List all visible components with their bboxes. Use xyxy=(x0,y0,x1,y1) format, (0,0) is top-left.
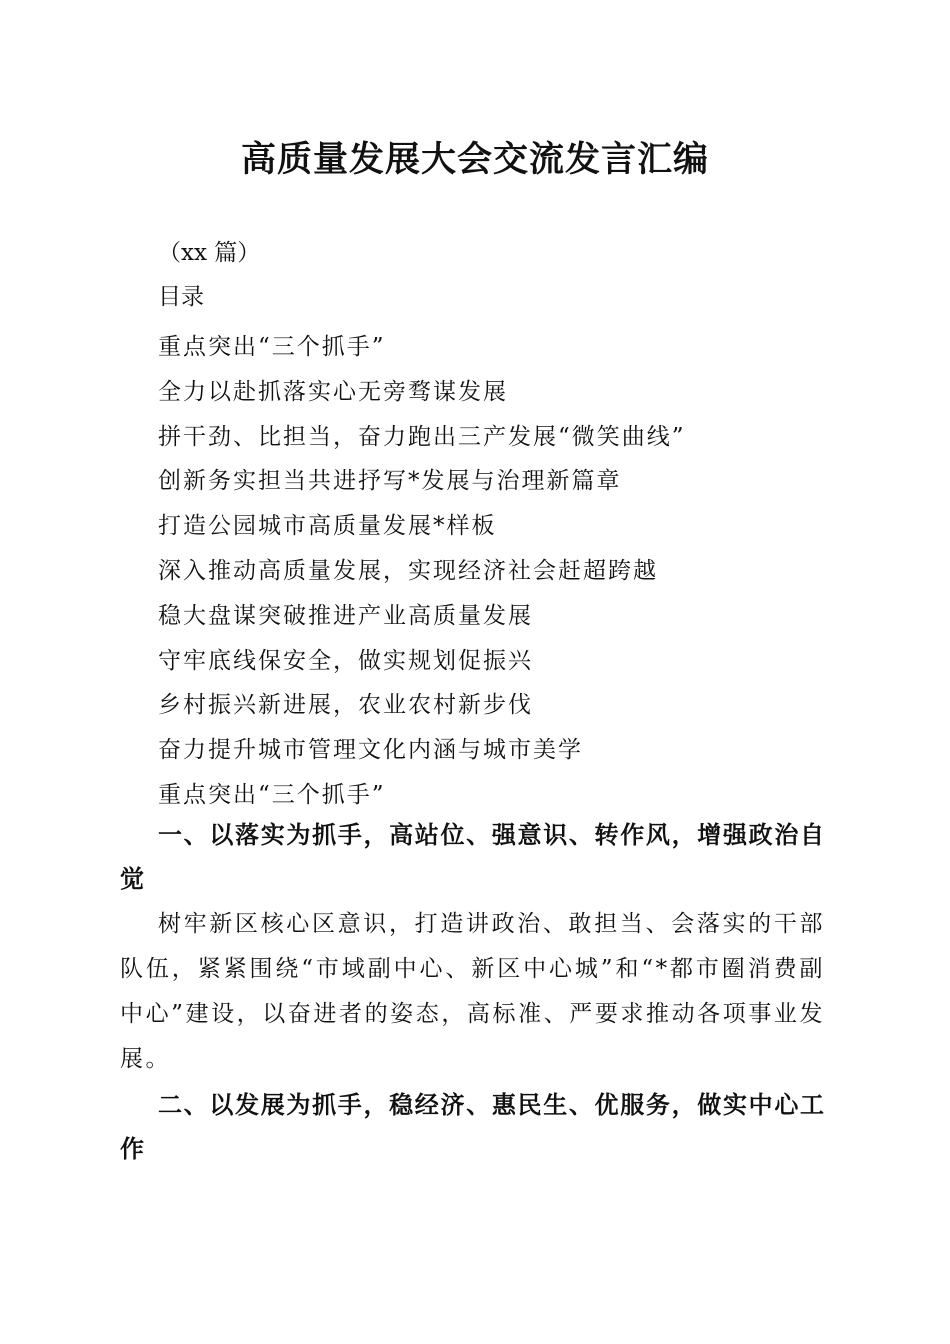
document-title: 高质量发展大会交流发言汇编 xyxy=(240,139,709,180)
section-heading-2: 二、以发展为抓手，稳经济、惠民生、优服务，做实中心工作 xyxy=(120,1090,825,1163)
toc-item[interactable]: 全力以赴抓落实心无旁骛谋发展 xyxy=(158,378,508,405)
toc-item[interactable]: 重点突出“三个抓手” xyxy=(158,334,386,360)
toc-heading: 目录 xyxy=(158,284,204,310)
toc-item[interactable]: 重点突出“三个抓手” xyxy=(158,781,386,808)
toc-item[interactable]: 奋力提升城市管理文化内涵与城市美学 xyxy=(158,737,583,764)
toc-item[interactable]: 稳大盘谋突破推进产业高质量发展 xyxy=(158,602,533,629)
toc-item[interactable]: 乡村振兴新进展，农业农村新步伐 xyxy=(158,692,533,719)
section-1-paragraph: 树牢新区核心区意识，打造讲政治、敢担当、会落实的干部队伍，紧紧围绕“市域副中心、新区中心城”和“*都市圈消费副中心”建设，以奋进者的姿态，高标准、严要求推动各项事业发展。 xyxy=(120,911,825,1072)
toc-item[interactable]: 守牢底线保安全，做实规划促振兴 xyxy=(158,647,533,674)
article-count: （xx 篇） xyxy=(158,240,261,266)
toc-item[interactable]: 深入推动高质量发展，实现经济社会赶超跨越 xyxy=(158,557,658,584)
toc-item[interactable]: 拼干劲、比担当，奋力跑出三产发展“微笑曲线” xyxy=(158,423,686,450)
section-heading-1: 一、以落实为抓手，高站位、强意识、转作风，增强政治自觉 xyxy=(120,820,825,893)
toc-item[interactable]: 打造公园城市高质量发展*样板 xyxy=(158,513,497,540)
toc-item[interactable]: 创新务实担当共进抒写*发展与治理新篇章 xyxy=(158,468,622,495)
table-of-contents xyxy=(158,325,686,818)
